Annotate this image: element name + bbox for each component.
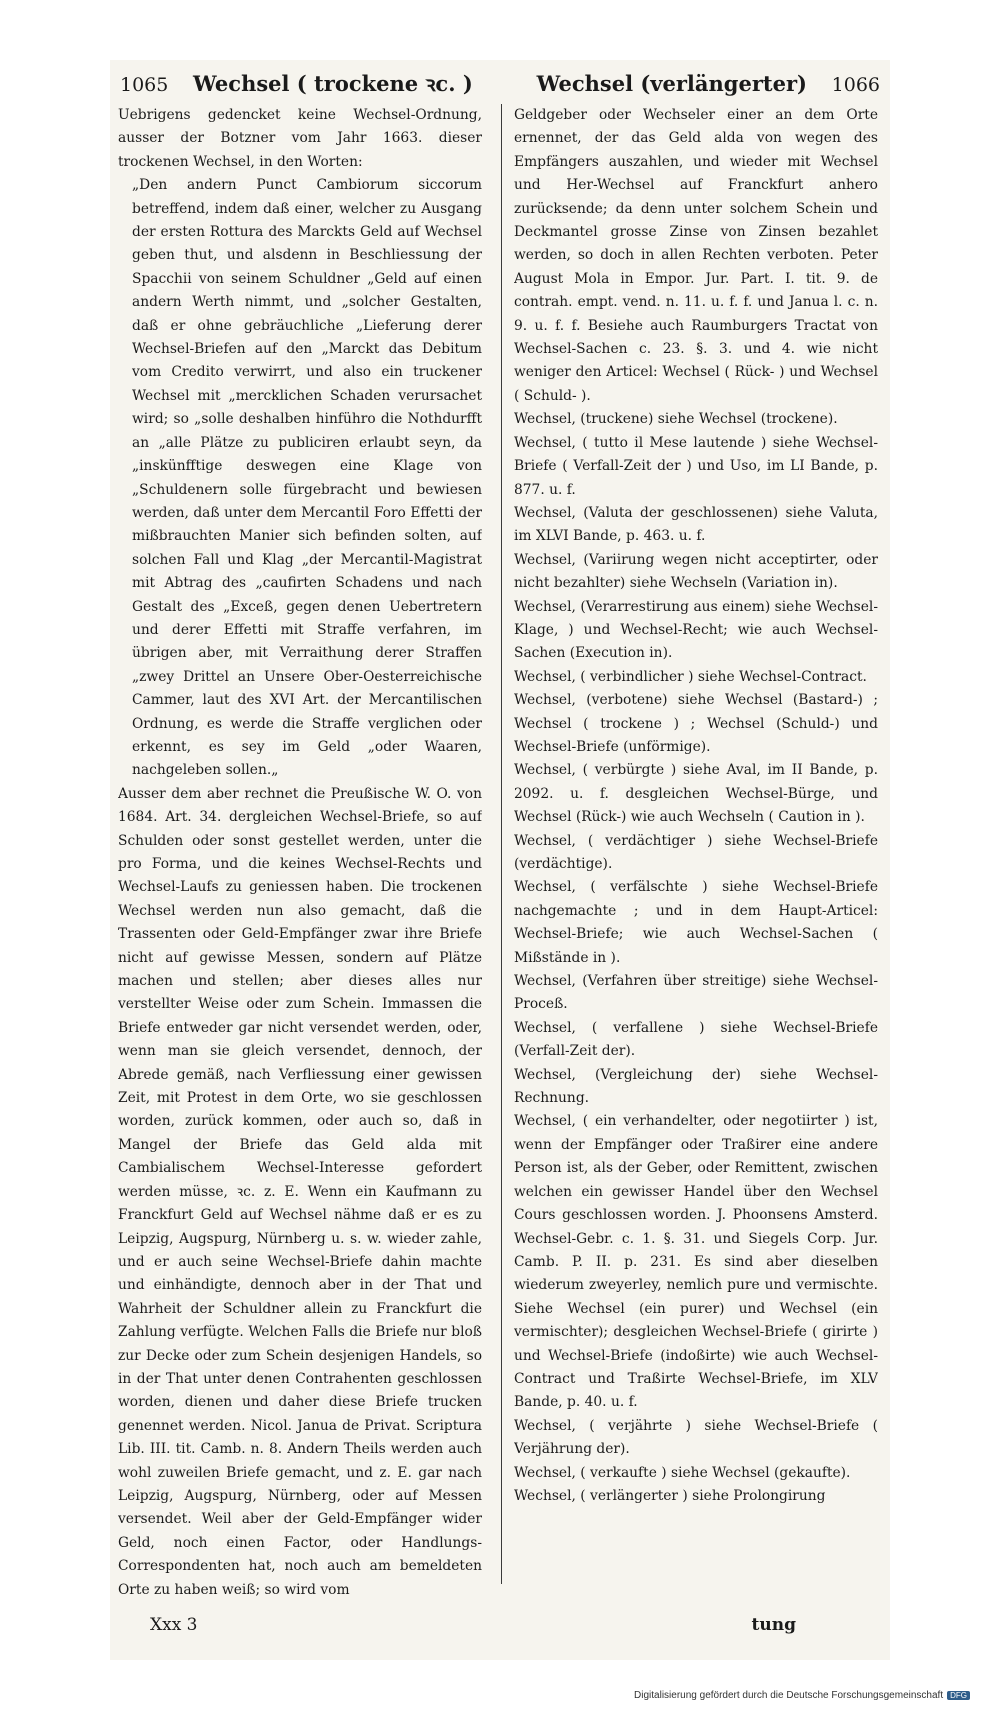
signature-mark: Xxx 3 bbox=[150, 1615, 198, 1635]
column-divider bbox=[501, 104, 502, 1584]
text-paragraph: Geldgeber oder Wechseler einer an dem Orte ernennet, der das Geld alda von wegen des Empfängers auszahlen, und wieder mit Wechsel und Her-Wechsel auf Franckfurt anhero zurücksende; da denn unter solchem Schein und Deckmantel grosse Zinse von Zinsen bezahlet werden, so doch in allen Rechten verboten. Peter August Mola in Empor. Jur. Part. I. tit. 9. de contrah. empt. vend. n. 11. u. f. f. und Janua l. c. n. 9. u. f. f. Besiehe auch Raumburgers Tractat von Wechsel-Sachen c. 23. §. 3. und 4. wie nicht weniger den Articel: Wechsel ( Rück- ) und Wechsel ( Schuld- ). bbox=[514, 107, 878, 404]
text-paragraph: Wechsel, ( tutto il Mese lautende ) siehe Wechsel-Briefe ( Verfall-Zeit der ) und Uso, im LI Bande, p. 877. u. f. bbox=[514, 434, 878, 498]
text-paragraph: Wechsel, (Variirung wegen nicht acceptirter, oder nicht bezahlter) siehe Wechseln (Variation in). bbox=[514, 551, 878, 592]
text-paragraph: Wechsel, ( verbürgte ) siehe Aval, im II Bande, p. 2092. u. f. desgleichen Wechsel-Bürge, und Wechsel (Rück-) wie auch Wechseln ( Caution in ). bbox=[514, 762, 878, 826]
book-page bbox=[110, 60, 890, 1660]
right-page-number: 1066 bbox=[831, 74, 880, 96]
text-paragraph: Wechsel, (Verfahren über streitige) siehe Wechsel-Proceß. bbox=[514, 973, 878, 1013]
text-paragraph: Wechsel, (Vergleichung der) siehe Wechsel-Rechnung. bbox=[514, 1066, 878, 1107]
catchword: tung bbox=[751, 1615, 796, 1635]
text-paragraph: Ausser dem aber rechnet die Preußische W. O. von 1684. Art. 34. dergleichen Wechsel-Briefe, so auf Schulden oder sonst gestellet werden, unter die pro Forma, und die keines Wechsel-Rechts und Wechsel-Laufs zu geniessen haben. Die trockenen Wechsel werden nun also gemacht, daß die Trassenten oder Geld-Empfänger zwar ihre Briefe nicht auf gewisse Messen, sondern auf Plätze machen und stellen; aber dieses alles nur verstellter Weise oder zum Schein. Immassen die Briefe entweder gar nicht versendet werden, oder, wenn man sie gleich versendet, dennoch, der Abrede gemäß, nach Verfliessung einer gewissen Zeit, mit Protest in dem Orte, wo sie geschlossen worden, zurück kommen, oder auch so, daß in Mangel der Briefe das Geld alda mit Cambialischem Wechsel-Interesse gefordert werden müsse, ꝛc. z. E. Wenn ein Kaufmann zu Franckfurt Geld auf Wechsel nähme daß er es zu Leipzig, Augspurg, Nürnberg u. s. w. wieder zahle, und er auch seine Wechsel-Briefe dahin machte und einhändigte, dennoch aber in der That und Wahrheit der Schuldner allein zu Franckfurt die Zahlung verfügte. Welchen Falls die Briefe nur bloß zur Decke oder zum Schein desjenigen Handels, so in der That unter denen Contrahenten geschlossen worden, dienen und daher diese Briefe trucken genennet werden. Nicol. Janua de Privat. Scriptura Lib. III. tit. Camb. n. 8. Andern Theils werden auch wohl zuweilen Briefe gemacht, und z. E. gar nach Leipzig, Augspurg, Nürnberg, oder auf Messen versendet. Weil aber der Geld-Empfänger wider Geld, noch einen Factor, oder Handlungs-Correspondenten hat, noch auch am bemeldeten Orte zu haben weiß; so wird vom bbox=[118, 785, 482, 1598]
running-header bbox=[110, 66, 890, 102]
text-paragraph: Wechsel, ( ein verhandelter, oder negotiirter ) ist, wenn der Empfänger oder Traßirer eine andere Person ist, als der Geber, oder Remittent, zwischen welchen ein gewisser Handel über den Wechsel Cours geschlossen worden. J. Phoonsens Amsterd. Wechsel-Gebr. c. 1. §. 31. und Siegels Corp. Jur. Camb. P. II. p. 231. Es sind aber dieselben wiederum zweyerley, nemlich pure und vermischte. Siehe Wechsel (ein purer) und Wechsel (ein vermischter); desgleichen Wechsel-Briefe ( girirte ) und Wechsel-Briefe (indoßirte) wie auch Wechsel-Contract und Traßirte Wechsel-Briefe, im XLV Bande, p. 40. u. f. bbox=[514, 1113, 878, 1411]
dfg-logo: DFG bbox=[947, 1691, 970, 1700]
text-paragraph: Wechsel, ( verdächtiger ) siehe Wechsel-Briefe (verdächtige). bbox=[514, 832, 878, 872]
text-paragraph: Wechsel, ( verfallene ) siehe Wechsel-Briefe (Verfall-Zeit der). bbox=[514, 1019, 878, 1060]
text-paragraph: Wechsel, (Valuta der geschlossenen) siehe Valuta, im XLVI Bande, p. 463. u. f. bbox=[514, 504, 878, 545]
digitization-credit bbox=[634, 1690, 970, 1701]
text-paragraph: Wechsel, (Verarrestirung aus einem) siehe Wechsel-Klage, ) und Wechsel-Recht; wie auch Wechsel-Sachen (Execution in). bbox=[514, 598, 878, 662]
credit-text: Digitalisierung gefördert durch die Deutsche Forschungsgemeinschaft bbox=[634, 1690, 944, 1701]
header-left bbox=[120, 66, 473, 103]
text-paragraph: Wechsel, (truckene) siehe Wechsel (trockene). bbox=[514, 411, 838, 428]
page-footer bbox=[110, 1610, 890, 1640]
text-paragraph: Wechsel, ( verfälschte ) siehe Wechsel-Briefe nachgemachte ; und in dem Haupt-Articel: Wechsel-Briefe; wie auch Wechsel-Sachen ( Mißstände in ). bbox=[514, 879, 878, 966]
text-paragraph: Wechsel, ( verlängerter ) siehe Prolongirung bbox=[514, 1487, 826, 1504]
left-running-title: Wechsel ( trockene ꝛc. ) bbox=[193, 71, 473, 96]
right-column bbox=[514, 104, 878, 1604]
left-column bbox=[118, 104, 482, 1604]
quoted-passage: „Den andern Punct Cambiorum siccorum betreffend, indem daß einer, welcher zu Ausgang der ersten Rottura des Marckts Geld auf Wechsel geben thut, und alsdenn in Beschliessung der Spacchii von seinem Schuldner „Geld auf einen andern Werth nimmt, und „solcher Gestalten, daß er ohne gebräuchliche „Lieferung derer Wechsel-Briefen auf den „Marckt das Debitum vom Credito verwirrt, und also ein truckener Wechsel mit „mercklichen Schaden verursachet wird; so „solle deshalben hinführo die Nothdurfft an „alle Plätze zu publiciren erlaubt seyn, da „inskünfftige deswegen eine Klage von „Schuldenern solle fürgebracht und bewiesen werden, daß unter dem Mercantil Foro Effetti der mißbrauchten Manier sich befinden solten, auf solchen Fall und Klag „der Mercantil-Magistrat mit Abtrag des „caufirten Schadens und nach Gestalt des „Exceß, gegen denen Uebertretern und derer Effetti mit Straffe verfahren, im übrigen aber, mit Verraithung derer Straffen „zwey Drittel an Unsere Ober-Oesterreichische Cammer, laut des XVI Art. der Mercantilischen Ordnung, es werde die Straffe verglichen oder erkennt, es sey im Geld „oder Waaren, nachgeleben sollen.„ bbox=[132, 177, 482, 779]
right-running-title: Wechsel (verlängerter) bbox=[536, 71, 807, 96]
text-paragraph: Wechsel, ( verkaufte ) siehe Wechsel (gekaufte). bbox=[514, 1464, 851, 1481]
text-paragraph: Wechsel, ( verjährte ) siehe Wechsel-Briefe ( Verjährung der). bbox=[514, 1417, 878, 1458]
text-paragraph: Wechsel, (verbotene) siehe Wechsel (Bastard-) ; Wechsel ( trockene ) ; Wechsel (Schuld-) und Wechsel-Briefe (unförmige). bbox=[514, 692, 878, 755]
left-page-number: 1065 bbox=[120, 74, 169, 96]
header-right bbox=[537, 66, 880, 103]
text-paragraph: Wechsel, ( verbindlicher ) siehe Wechsel-Contract. bbox=[514, 668, 867, 685]
text-paragraph: Uebrigens gedencket keine Wechsel-Ordnung, ausser der Botzner vom Jahr 1663. dieser trockenen Wechsel, in den Worten: bbox=[118, 107, 482, 170]
